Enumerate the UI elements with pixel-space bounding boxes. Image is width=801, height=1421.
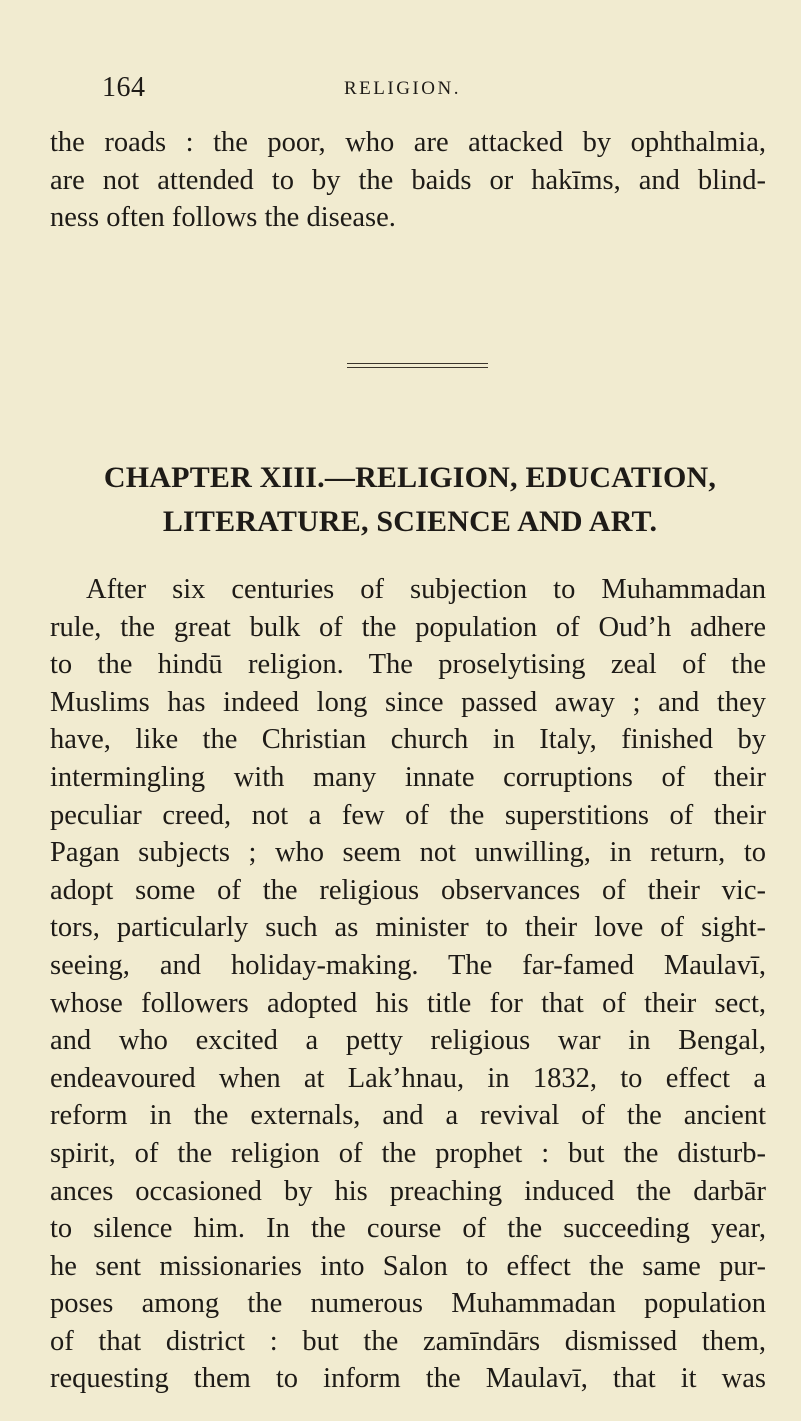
- text-line: Muslims has indeed long since passed away ; and they: [50, 686, 766, 718]
- text-line: ness often follows the disease.: [50, 202, 396, 234]
- text-line: rule, the great bulk of the population of Oud’h adhere: [50, 611, 766, 643]
- text-line: have, like the Christian church in Italy, finished by: [50, 724, 766, 756]
- text-line: reform in the externals, and a revival of the ancient: [50, 1100, 766, 1132]
- running-head: [88, 72, 728, 112]
- chapter-paragraph: [50, 571, 766, 1398]
- text-line: to silence him. In the course of the succeeding year,: [50, 1213, 766, 1245]
- text-line: Pagan subjects ; who seem not unwilling, in return, to: [50, 837, 766, 869]
- text-line: are not attended to by the baids or hakīms, and blind-: [50, 164, 766, 196]
- text-line: he sent missionaries into Salon to effect the same pur-: [50, 1250, 766, 1282]
- text-line: whose followers adopted his title for that of their sect,: [50, 987, 766, 1019]
- running-title: RELIGION.: [344, 78, 461, 99]
- text-line: adopt some of the religious observances of their vic-: [50, 874, 766, 906]
- chapter-heading-line: CHAPTER XIII.—RELIGION, EDUCATION,: [103, 461, 717, 494]
- carry-over-paragraph: [50, 124, 766, 237]
- text-line: to the hindū religion. The proselytising zeal of the: [50, 649, 766, 681]
- text-line: intermingling with many innate corruptions of their: [50, 761, 766, 793]
- text-line: poses among the numerous Muhammadan population: [50, 1288, 766, 1320]
- chapter-heading-line: LITERATURE, SCIENCE AND ART.: [162, 505, 658, 538]
- text-line: peculiar creed, not a few of the superstitions of their: [50, 799, 766, 831]
- section-divider: [347, 363, 488, 368]
- text-line: seeing, and holiday-making. The far-famed Maulavī,: [50, 949, 766, 981]
- text-line: and who excited a petty religious war in Bengal,: [50, 1025, 766, 1057]
- text-line: requesting them to inform the Maulavī, that it was: [50, 1363, 766, 1395]
- text-line: spirit, of the religion of the prophet : but the disturb-: [50, 1137, 766, 1169]
- text-line: ances occasioned by his preaching induced the darbār: [50, 1175, 766, 1207]
- chapter-heading: [60, 456, 760, 544]
- page-number: 164: [102, 72, 146, 103]
- text-line: the roads : the poor, who are attacked by ophthalmia,: [50, 127, 766, 158]
- text-line: tors, particularly such as minister to their love of sight-: [50, 912, 766, 944]
- text-line: of that district : but the zamīndārs dismissed them,: [50, 1325, 766, 1357]
- text-line: After six centuries of subjection to Muhammadan: [86, 574, 766, 605]
- text-line: endeavoured when at Lak’hnau, in 1832, to effect a: [50, 1062, 766, 1094]
